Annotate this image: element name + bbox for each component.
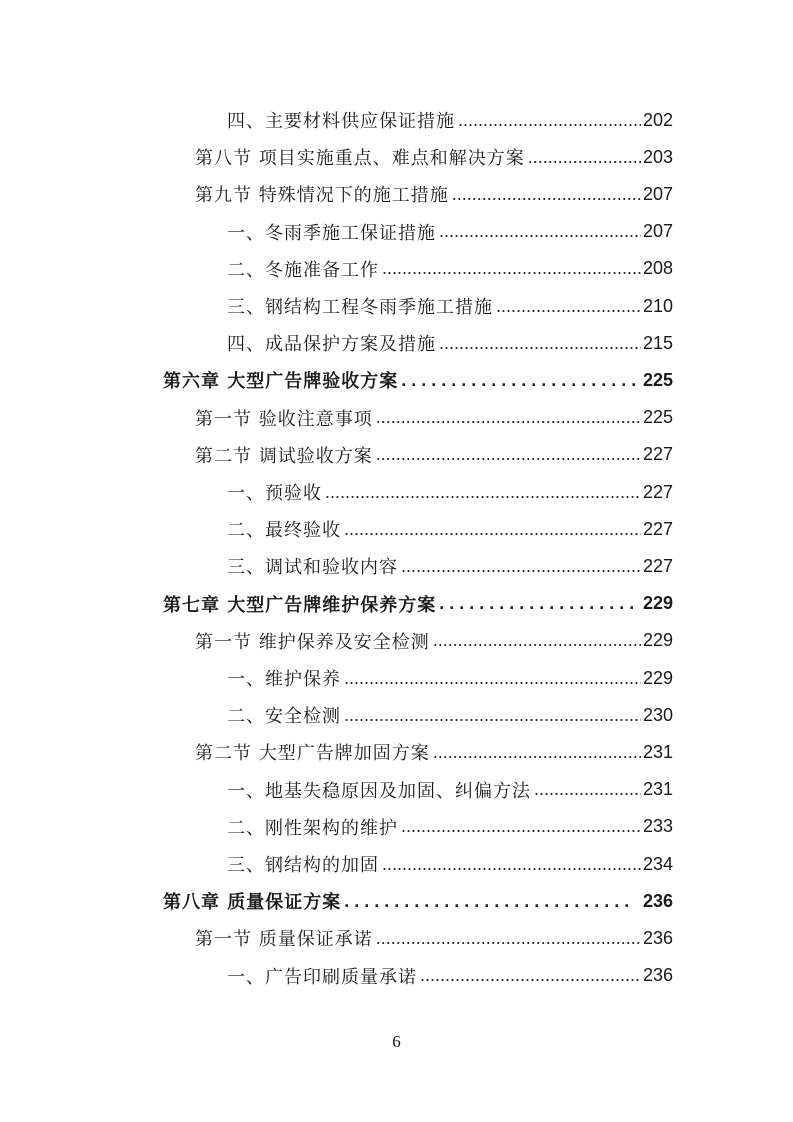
dot-leader <box>376 928 641 949</box>
dot-leader <box>534 779 641 800</box>
dot-leader <box>344 705 641 726</box>
toc-item-entry[interactable] <box>227 661 673 695</box>
toc-entry-page: 233 <box>642 816 673 837</box>
toc-entry-page: 207 <box>642 221 673 242</box>
toc-entry-title: 一、广告印刷质量承诺 <box>227 966 417 988</box>
toc-entry-title: 一、冬雨季施工保证措施 <box>227 222 436 244</box>
toc-section-entry[interactable] <box>195 624 673 658</box>
toc-entry-title: 一、预验收 <box>227 483 322 504</box>
toc-entry-title: 四、成品保护方案及措施 <box>227 334 436 356</box>
toc-chapter-entry[interactable] <box>163 884 673 918</box>
toc-entry-title: 第二节 调试验收方案 <box>195 445 373 467</box>
toc-item-entry[interactable] <box>227 475 673 509</box>
toc-entry-page: 227 <box>642 481 673 502</box>
toc-entry-title: 第八节 项目实施重点、难点和解决方案 <box>195 148 525 170</box>
toc-entry-title: 第二节 大型广告牌加固方案 <box>195 743 430 765</box>
toc-entry-page: 207 <box>642 183 673 204</box>
toc-entry-page: 229 <box>642 630 673 651</box>
dot-leader <box>452 184 641 205</box>
toc-entry-page: 234 <box>642 853 673 874</box>
toc-entry-page: 202 <box>642 109 673 130</box>
toc-chapter-entry[interactable] <box>163 363 673 397</box>
toc-section-entry[interactable] <box>195 735 673 769</box>
toc-entry-title: 第一节 质量保证承诺 <box>195 929 373 951</box>
toc-entry-page: 229 <box>642 667 673 688</box>
toc-entry-page: 229 <box>642 593 673 614</box>
dot-leader <box>382 258 641 279</box>
toc-entry-title: 一、地基失稳原因及加固、纠偏方法 <box>227 780 531 802</box>
toc-entry-page: 231 <box>642 741 673 762</box>
dot-leader <box>420 965 641 986</box>
toc-entry-title: 二、冬施准备工作 <box>227 259 379 281</box>
toc-section-entry[interactable] <box>195 177 673 211</box>
dot-leader <box>344 668 641 689</box>
toc-entry-title: 三、调试和验收内容 <box>227 557 398 579</box>
dot-leader <box>439 593 635 614</box>
toc-entry-title: 三、钢结构的加固 <box>227 855 379 876</box>
dot-leader <box>376 407 641 428</box>
toc-section-entry[interactable] <box>195 921 673 955</box>
toc-entry-page: 227 <box>642 555 673 576</box>
dot-leader <box>344 519 641 540</box>
dot-leader <box>496 296 641 317</box>
toc-entry-page: 227 <box>642 518 673 539</box>
toc-item-entry[interactable] <box>227 512 673 546</box>
dot-leader <box>401 816 641 837</box>
dot-leader <box>382 854 641 875</box>
toc-item-entry[interactable] <box>227 103 673 137</box>
toc-entry-title: 二、安全检测 <box>227 706 341 728</box>
toc-entry-page: 203 <box>642 146 673 167</box>
toc-item-entry[interactable] <box>227 252 673 286</box>
dot-leader <box>401 556 641 577</box>
toc-entry-title: 第六章 大型广告牌验收方案 <box>163 371 399 393</box>
dot-leader <box>325 482 641 503</box>
dot-leader <box>433 630 641 651</box>
toc-item-entry[interactable] <box>227 215 673 249</box>
toc-entry-page: 210 <box>642 295 673 316</box>
toc-entry-title: 第九节 特殊情况下的施工措施 <box>195 185 449 207</box>
toc-entry-page: 227 <box>642 444 673 465</box>
toc-item-entry[interactable] <box>227 810 673 844</box>
toc-entry-title: 第七章 大型广告牌维护保养方案 <box>163 594 437 616</box>
toc-item-entry[interactable] <box>227 549 673 583</box>
toc-entry-page: 236 <box>642 927 673 948</box>
toc-entry-title: 第一节 维护保养及安全检测 <box>195 631 430 653</box>
toc-item-entry[interactable] <box>227 326 673 360</box>
dot-leader <box>344 891 635 912</box>
toc-chapter-entry[interactable] <box>163 587 673 621</box>
toc-entry-page: 215 <box>642 332 673 353</box>
toc-item-entry[interactable] <box>227 773 673 807</box>
dot-leader <box>528 147 641 168</box>
toc-entry-page: 236 <box>642 965 673 986</box>
dot-leader <box>439 333 641 354</box>
toc-entry-title: 四、主要材料供应保证措施 <box>227 111 455 132</box>
toc-entry-title: 二、刚性架构的维护 <box>227 817 398 839</box>
toc-entry-title: 三、钢结构工程冬雨季施工措施 <box>227 297 493 318</box>
toc-item-entry[interactable] <box>227 959 673 993</box>
page-number: 6 <box>392 1032 401 1051</box>
dot-leader <box>458 110 641 131</box>
toc-item-entry[interactable] <box>227 698 673 732</box>
toc-entry-page: 225 <box>642 369 673 390</box>
toc-item-entry[interactable] <box>227 289 673 323</box>
toc-entry-title: 第一节 验收注意事项 <box>195 408 373 430</box>
toc-entry-page: 208 <box>642 258 673 279</box>
dot-leader <box>433 742 641 763</box>
toc-entry-page: 231 <box>642 779 673 800</box>
toc-section-entry[interactable] <box>195 140 673 174</box>
toc-entry-title: 一、维护保养 <box>227 669 341 690</box>
toc-entry-page: 225 <box>642 407 673 428</box>
toc-entry-title: 第八章 质量保证方案 <box>163 892 342 914</box>
toc-entry-page: 236 <box>642 890 673 911</box>
toc-entry-title: 二、最终验收 <box>227 520 341 542</box>
dot-leader <box>439 221 641 242</box>
toc-item-entry[interactable] <box>227 847 673 881</box>
toc-section-entry[interactable] <box>195 438 673 472</box>
toc-section-entry[interactable] <box>195 401 673 435</box>
toc-entry-page: 230 <box>642 704 673 725</box>
dot-leader <box>376 444 641 465</box>
dot-leader <box>401 370 635 391</box>
